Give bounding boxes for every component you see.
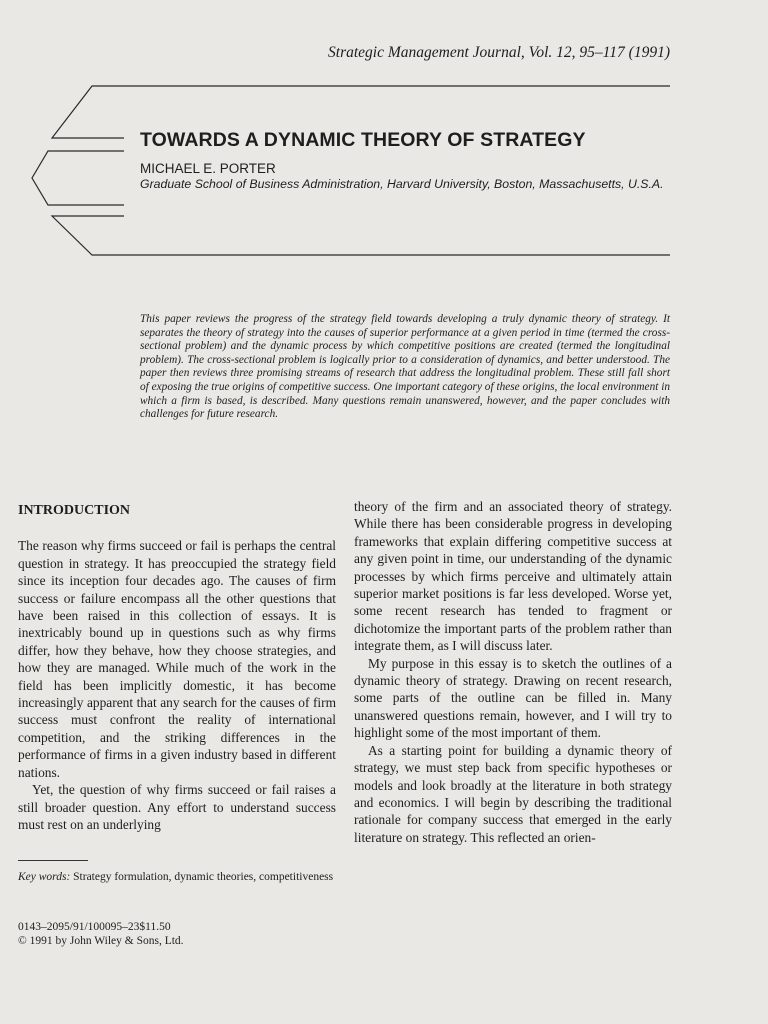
- paper-title: TOWARDS A DYNAMIC THEORY OF STRATEGY: [140, 129, 586, 151]
- keywords: [18, 870, 336, 884]
- paragraph: As a starting point for building a dynamic theory of strategy, we must step back from specific hypotheses or models and look broadly at the literature in both strategy and economics. I will begin by describing the traditional rationale for company success that emerged in the early literature on strategy. This reflected an orien-: [354, 742, 672, 845]
- author-name: MICHAEL E. PORTER: [140, 161, 276, 176]
- paragraph: theory of the firm and an associated theory of strategy. While there has been considerable progress in developing frameworks that explain differing competitive success at any given point in time, our understanding of the dynamic processes by which firms perceive and ultimately attain superior market positions is far less developed. Worse yet, some recent research has tended to fragment or dichotomize the important parts of the problem rather than integrate them, as I will discuss later.: [354, 499, 672, 654]
- right-column: [354, 498, 672, 846]
- abstract: This paper reviews the progress of the strategy field towards developing a truly dynamic theory of strategy. It separates the theory of strategy into the causes of superior performance at a given period in time (termed the cross-sectional problem) and the dynamic process by which competitive positions are created (termed the longitudinal problem). The cross-sectional problem is logically prior to a consideration of dynamics, and better understood. The paper then reviews three promising streams of research that address the longitudinal problem. These still fall short of exposing the true origins of competitive success. One important category of these origins, the local environment in which a firm is based, is described. Many questions remain unanswered, however, and the paper concludes with challenges for future research.: [140, 313, 670, 421]
- keywords-label: Key words:: [18, 871, 71, 883]
- copyright-line: © 1991 by John Wiley & Sons, Ltd.: [18, 935, 184, 947]
- paragraph: The reason why firms succeed or fail is perhaps the central question in strategy. It has preoccupied the strategy field since its inception four decades ago. The causes of firm success or failure encompass all the other questions that have been raised in this collection of essays. It is inextricably bound up in questions such as why firms differ, how they behave, how they choose strategies, and how they are managed. While much of the work in the field has been implicitly domestic, it has become increasingly apparent that any search for the causes of firm success must confront the reality of international competition, and the striking differences in the performance of firms in a given industry based in different nations.: [18, 538, 336, 780]
- keywords-text: Strategy formulation, dynamic theories, competitiveness: [73, 871, 334, 883]
- issn-line: 0143–2095/91/100095–23$11.50: [18, 921, 171, 933]
- journal-citation: Strategic Management Journal, Vol. 12, 95–117 (1991): [328, 44, 670, 61]
- frame-line-middle-chevron: [32, 151, 124, 205]
- paragraph: Yet, the question of why firms succeed or fail raises a still broader question. Any effort to understand success must rest on an underlying: [18, 782, 336, 832]
- section-heading-introduction: INTRODUCTION: [18, 503, 131, 518]
- paragraph: My purpose in this essay is to sketch the outlines of a dynamic theory of strategy. Drawing on recent research, some parts of the outline can be filled in. Many unanswered questions remain, however, and I will try to highlight some of the most important of them.: [354, 655, 672, 741]
- copyright-block: [18, 920, 336, 948]
- author-affiliation: Graduate School of Business Administration, Harvard University, Boston, Massachusetts, U.S.A.: [140, 177, 664, 191]
- left-column: [18, 498, 336, 833]
- footnote-divider: [18, 860, 88, 861]
- frame-line-bottom: [52, 216, 670, 255]
